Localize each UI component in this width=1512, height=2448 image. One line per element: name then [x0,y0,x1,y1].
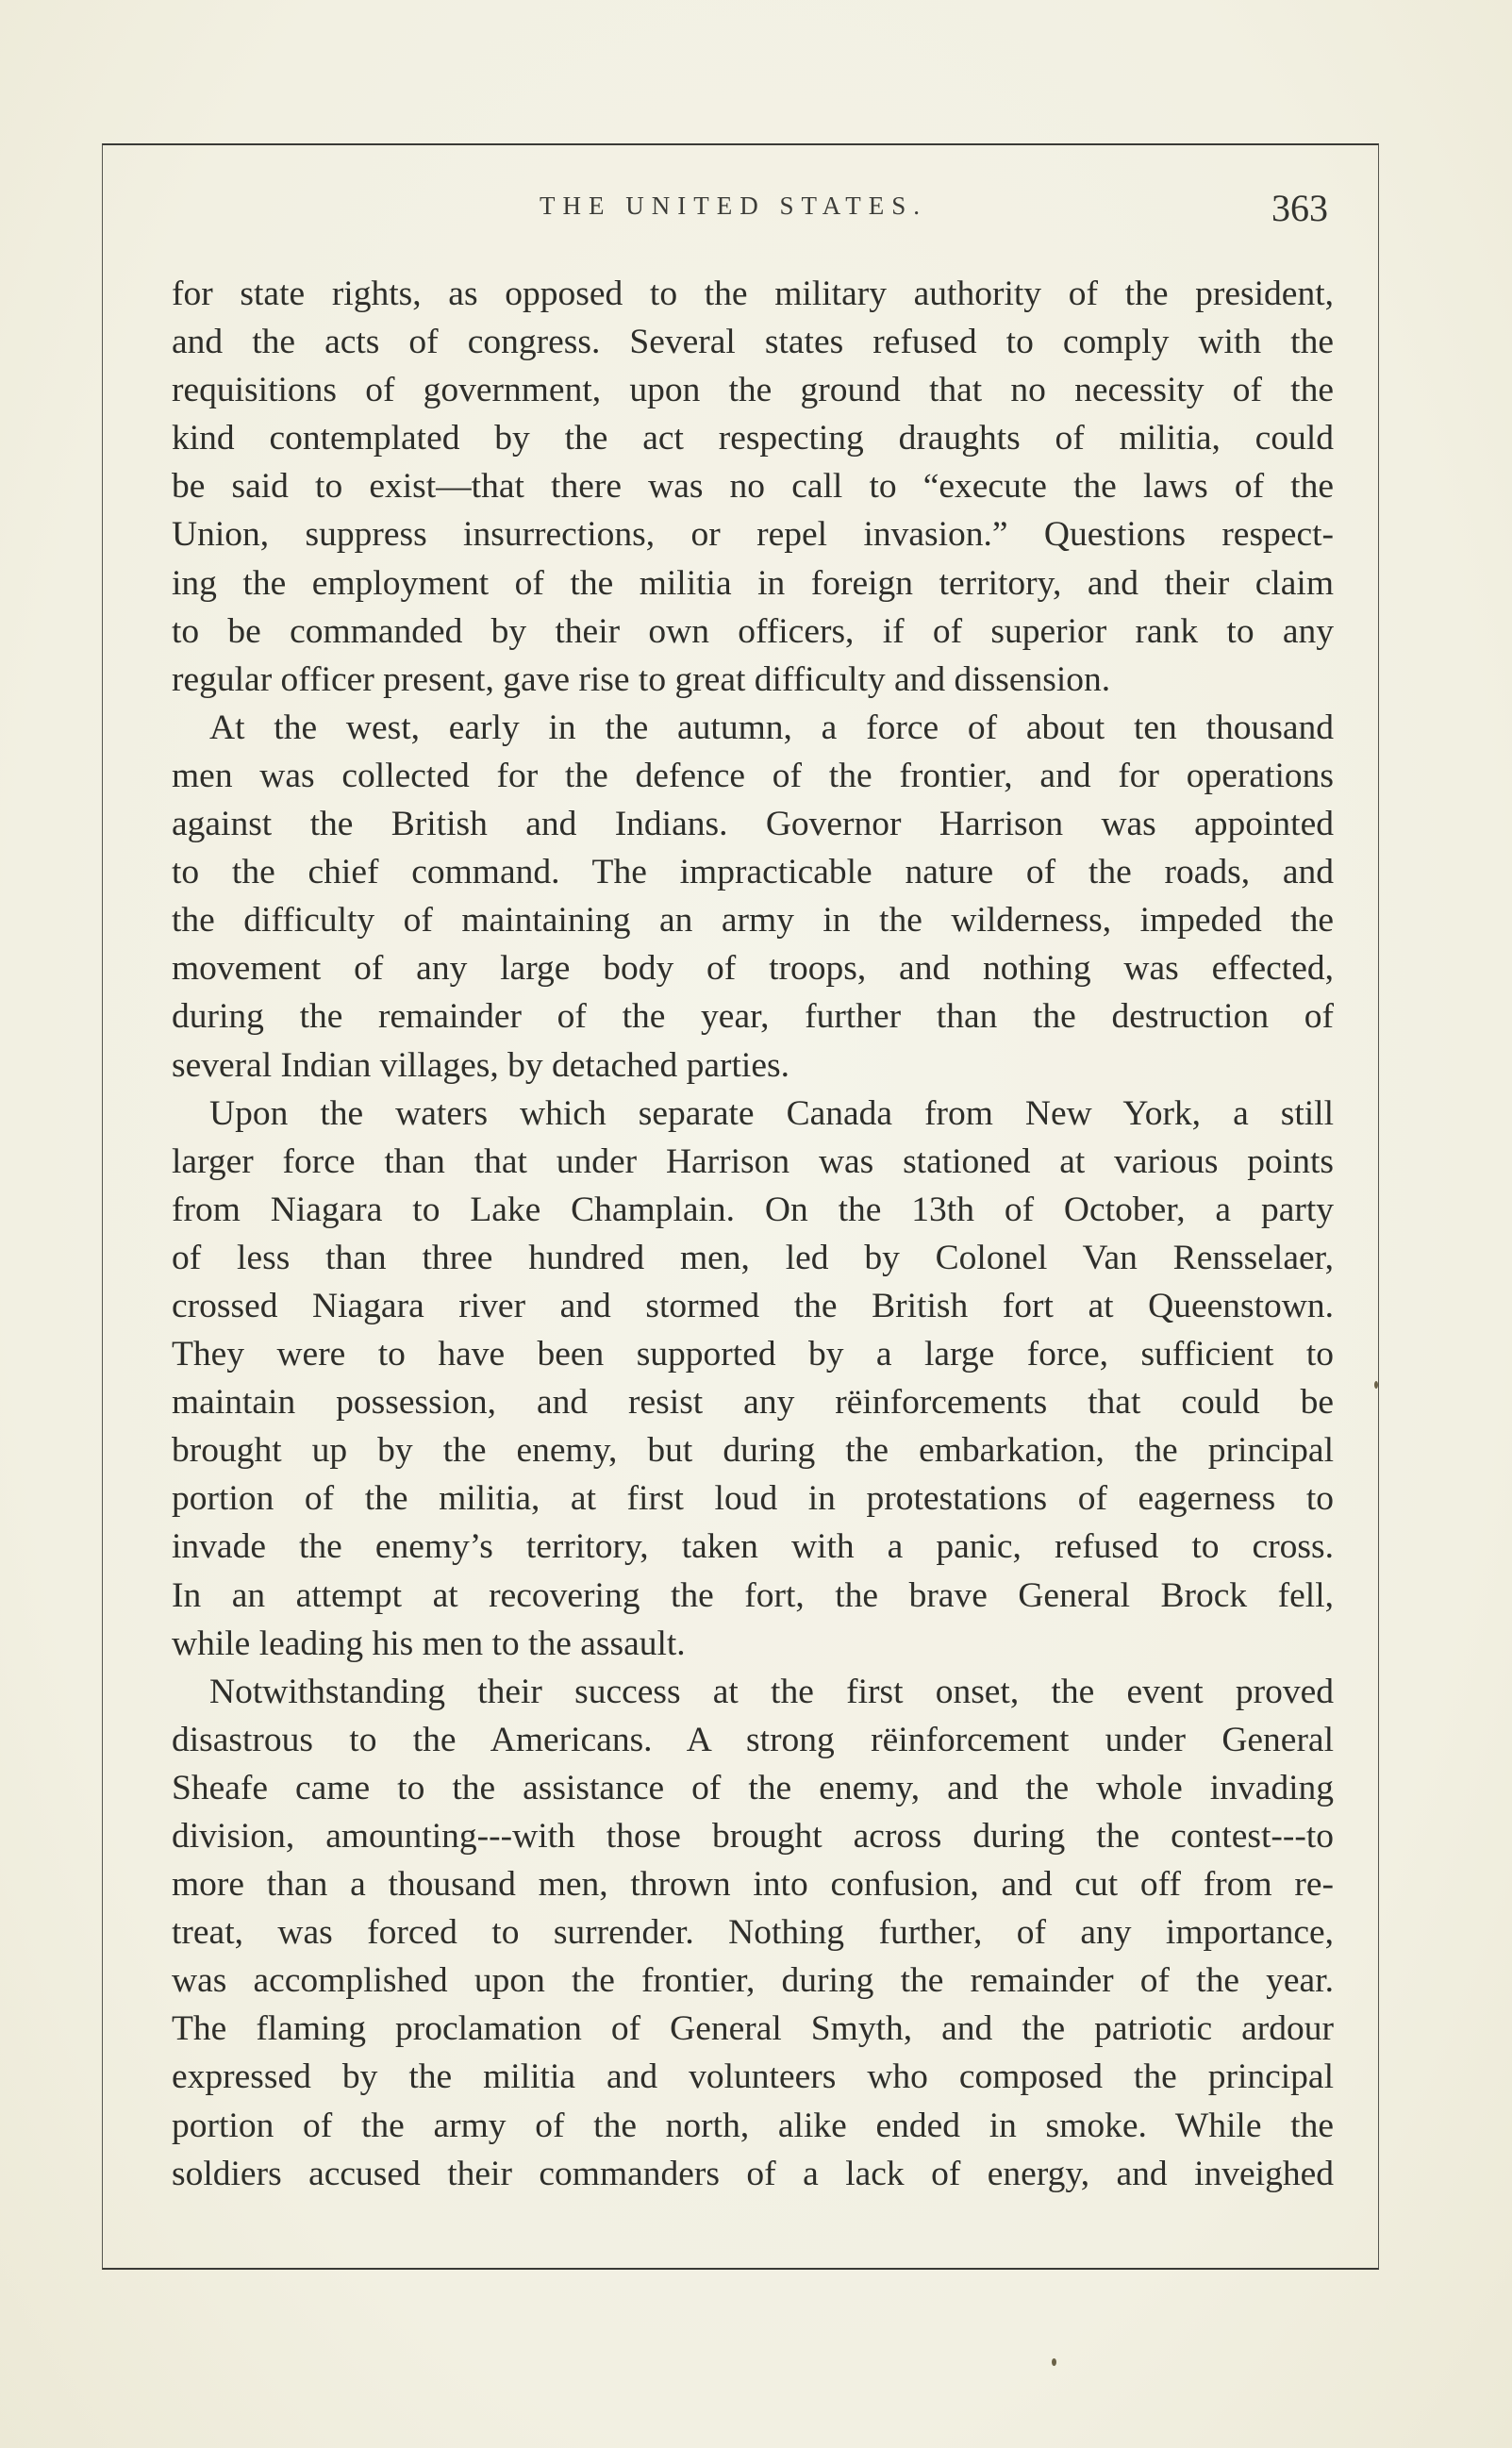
ink-speck [1052,2358,1056,2366]
ink-speck [1374,1381,1378,1389]
text-line: invade the enemy’s territory, taken with a panic, refused to cross. [172,1527,1334,1567]
text-line: of less than three hundred men, led by Colonel Van Rensselaer, [172,1238,1334,1277]
text-line: regular officer present, gave rise to great difficulty and dissension. [172,659,1111,699]
text-line: Sheafe came to the assistance of the enemy, and the whole invading [172,1768,1334,1807]
text-line: larger force than that under Harrison was stationed at various points [172,1141,1334,1181]
text-line: The flaming proclamation of General Smyth, and the patriotic ardour [172,2009,1334,2049]
text-line: division, amounting---with those brought across during the contest---to [172,1817,1334,1856]
text-line: against the British and Indians. Governor Harrison was appointed [172,805,1334,844]
text-line: brought up by the enemy, but during the embarkation, the principal [172,1431,1334,1471]
text-line: several Indian villages, by detached parties. [172,1045,789,1085]
text-line: was accomplished upon the frontier, during the remainder of the year. [172,1961,1334,2001]
text-line: requisitions of government, upon the ground that no necessity of the [172,371,1334,410]
text-line: At the west, early in the autumn, a force of about ten thousand [209,708,1334,747]
body-text [172,270,1334,2198]
paragraph [172,1668,1334,2198]
text-line: They were to have been supported by a large force, sufficient to [172,1335,1334,1374]
text-line: In an attempt at recovering the fort, the brave General Brock fell, [172,1575,1334,1615]
text-line: to be commanded by their own officers, if of superior rank to any [172,611,1334,651]
text-line: crossed Niagara river and stormed the British fort at Queenstown. [172,1286,1334,1325]
text-line: portion of the army of the north, alike ended in smoke. While the [172,2106,1334,2145]
text-line: kind contemplated by the act respecting draughts of militia, could [172,419,1334,458]
paragraph [172,704,1334,1090]
text-line: from Niagara to Lake Champlain. On the 13th of October, a party [172,1190,1334,1229]
text-line: disastrous to the Americans. A strong rëinforcement under General [172,1720,1334,1759]
page-number: 363 [1271,187,1328,229]
text-line: ing the employment of the militia in foreign territory, and their claim [172,563,1334,603]
text-line: for state rights, as opposed to the military authority of the president, [172,275,1334,313]
text-line: while leading his men to the assault. [172,1624,686,1663]
text-line: portion of the militia, at first loud in protestations of eagerness to [172,1479,1334,1519]
text-line: movement of any large body of troops, and nothing was effected, [172,949,1334,989]
text-line: more than a thousand men, thrown into confusion, and cut off from re- [172,1865,1334,1905]
paragraph [172,1090,1334,1668]
text-line: treat, was forced to surrender. Nothing further, of any importance, [172,1913,1334,1953]
text-line: the difficulty of maintaining an army in the wilderness, impeded the [172,901,1334,941]
text-line: men was collected for the defence of the frontier, and for operations [172,756,1334,795]
text-line: during the remainder of the year, further than the destruction of [172,997,1334,1037]
text-line: soldiers accused their commanders of a lack of energy, and inveighed [172,2154,1334,2193]
running-head [0,187,1512,239]
text-line: maintain possession, and resist any rëinforcements that could be [172,1383,1334,1423]
text-line: and the acts of congress. Several states refused to comply with the [172,323,1334,362]
text-line: be said to exist—that there was no call to “execute the laws of the [172,467,1334,507]
text-line: Union, suppress insurrections, or repel invasion.” Questions respect- [172,515,1334,555]
text-line: Notwithstanding their success at the first onset, the event proved [209,1672,1334,1711]
text-line: Upon the waters which separate Canada from New York, a still [209,1093,1334,1133]
text-line: expressed by the militia and volunteers who composed the principal [172,2057,1334,2097]
text-line: to the chief command. The impracticable nature of the roads, and [172,853,1334,892]
paragraph [172,270,1334,704]
running-head-title: THE UNITED STATES. [540,192,928,220]
